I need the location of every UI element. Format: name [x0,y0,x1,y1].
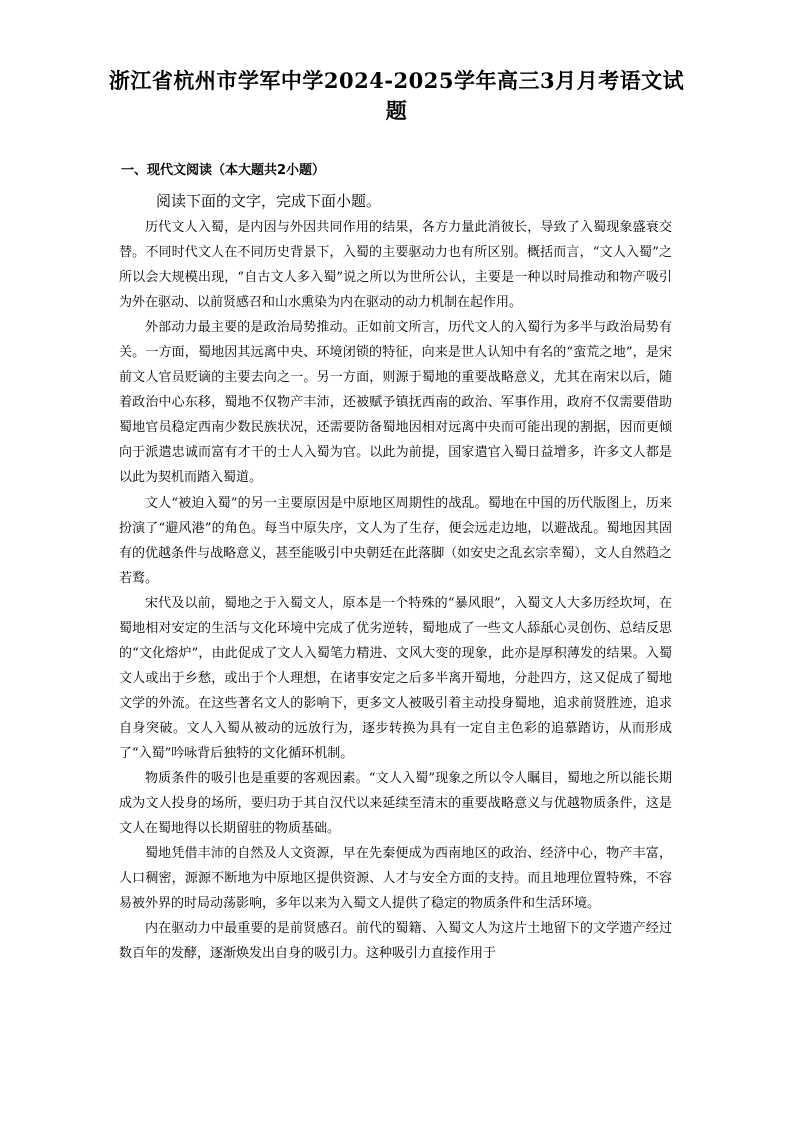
reading-instruction: 阅读下面的文字，完成下面小题。 [156,192,382,210]
passage-paragraph: 历代文人入蜀，是内因与外因共同作用的结果，各方力量此消彼长，导致了入蜀现象盛衰交替。不同时代文人在不同历史背景下，入蜀的主要驱动力也有所区别。概括而言，“文人入蜀”之所以会大规模出现，“自古文人多入蜀”说之所以为世所公认，主要是一种以时局推动和物产吸引为外在驱动、以前贤感召和山水熏染为内在驱动的动力机制在起作用。 [119,220,672,311]
passage-paragraph: 物质条件的吸引也是重要的客观因素。“文人入蜀”现象之所以令人瞩目，蜀地之所以能长期成为文人投身的场所，要归功于其自汉代以来延续至清末的重要战略意义与优越物质条件，这是文人在蜀地得以长期留驻的物质基础。 [119,771,672,837]
passage-paragraph: 文人“被迫入蜀”的另一主要原因是中原地区周期性的战乱。蜀地在中国的历代版图上，历来扮演了“避风港”的角色。每当中原失序，文人为了生存，便会远走边地，以避战乱。蜀地因其固有的优越条件与战略意义，甚至能吸引中央朝廷在此落脚（如安史之乱玄宗幸蜀），文人自然趋之若鹜。 [119,495,672,586]
passage-paragraph: 宋代及以前，蜀地之于入蜀文人，原本是一个特殊的“暴风眼”，入蜀文人大多历经坎坷，在蜀地相对安定的生活与文化环境中完成了优劣逆转，蜀地成了一些文人舔舐心灵创伤、总结反思的“文化熔炉”，由此促成了文人入蜀笔力精进、文风大变的现象，此亦是厚积薄发的结果。入蜀文人或出于乡愁，或出于个人理想，在诸事安定之后多半离开蜀地，分赴四方，这又促成了蜀地文学的外流。在这些著名文人的影响下，更多文人被吸引着主动投身蜀地，追求前贤胜迹，追求自身突破。文人入蜀从被动的远放行为，逐步转换为具有一定自主色彩的追慕踏访，从而形成了“入蜀”吟咏背后独特的文化循环机制。 [119,595,672,761]
passage-paragraph: 内在驱动力中最重要的是前贤感召。前代的蜀籍、入蜀文人为这片土地留下的文学遗产经过数百年的发酵，逐渐焕发出自身的吸引力。这种吸引力直接作用于 [119,921,672,962]
passage-body [119,215,672,966]
passage-paragraph: 外部动力最主要的是政治局势推动。正如前文所言，历代文人的入蜀行为多半与政治局势有关。一方面，蜀地因其远离中央、环境闭锁的特征，向来是世人认知中有名的“蛮荒之地”，是宋前文人官员贬谪的主要去向之一。另一方面，则源于蜀地的重要战略意义，尤其在南宋以后，随着政治中心东移，蜀地不仅物产丰沛，还被赋予镇抚西南的政治、军事作用，政府不仅需要借助蜀地官员稳定西南少数民族状况，还需要防备蜀地因相对远离中央而可能出现的割据，因而更倾向于派遣忠诚而富有才干的士人入蜀为官。以此为前提，国家遣官入蜀日益增多，许多文人都是以此为契机而踏入蜀道。 [119,320,672,486]
passage-paragraph: 蜀地凭借丰沛的自然及人文资源，早在先秦便成为西南地区的政治、经济中心，物产丰富，人口稠密，源源不断地为中原地区提供资源、人才与安全方面的支持。而且地理位置特殊，不容易被外界的时局动荡影响，多年以来为入蜀文人提供了稳定的物质条件和生活环境。 [119,846,672,912]
section-heading: 一、现代文阅读（本大题共2小题） [121,163,326,178]
document-title: 浙江省杭州市学军中学2024-2025学年高三3月月考语文试题 [108,68,685,123]
